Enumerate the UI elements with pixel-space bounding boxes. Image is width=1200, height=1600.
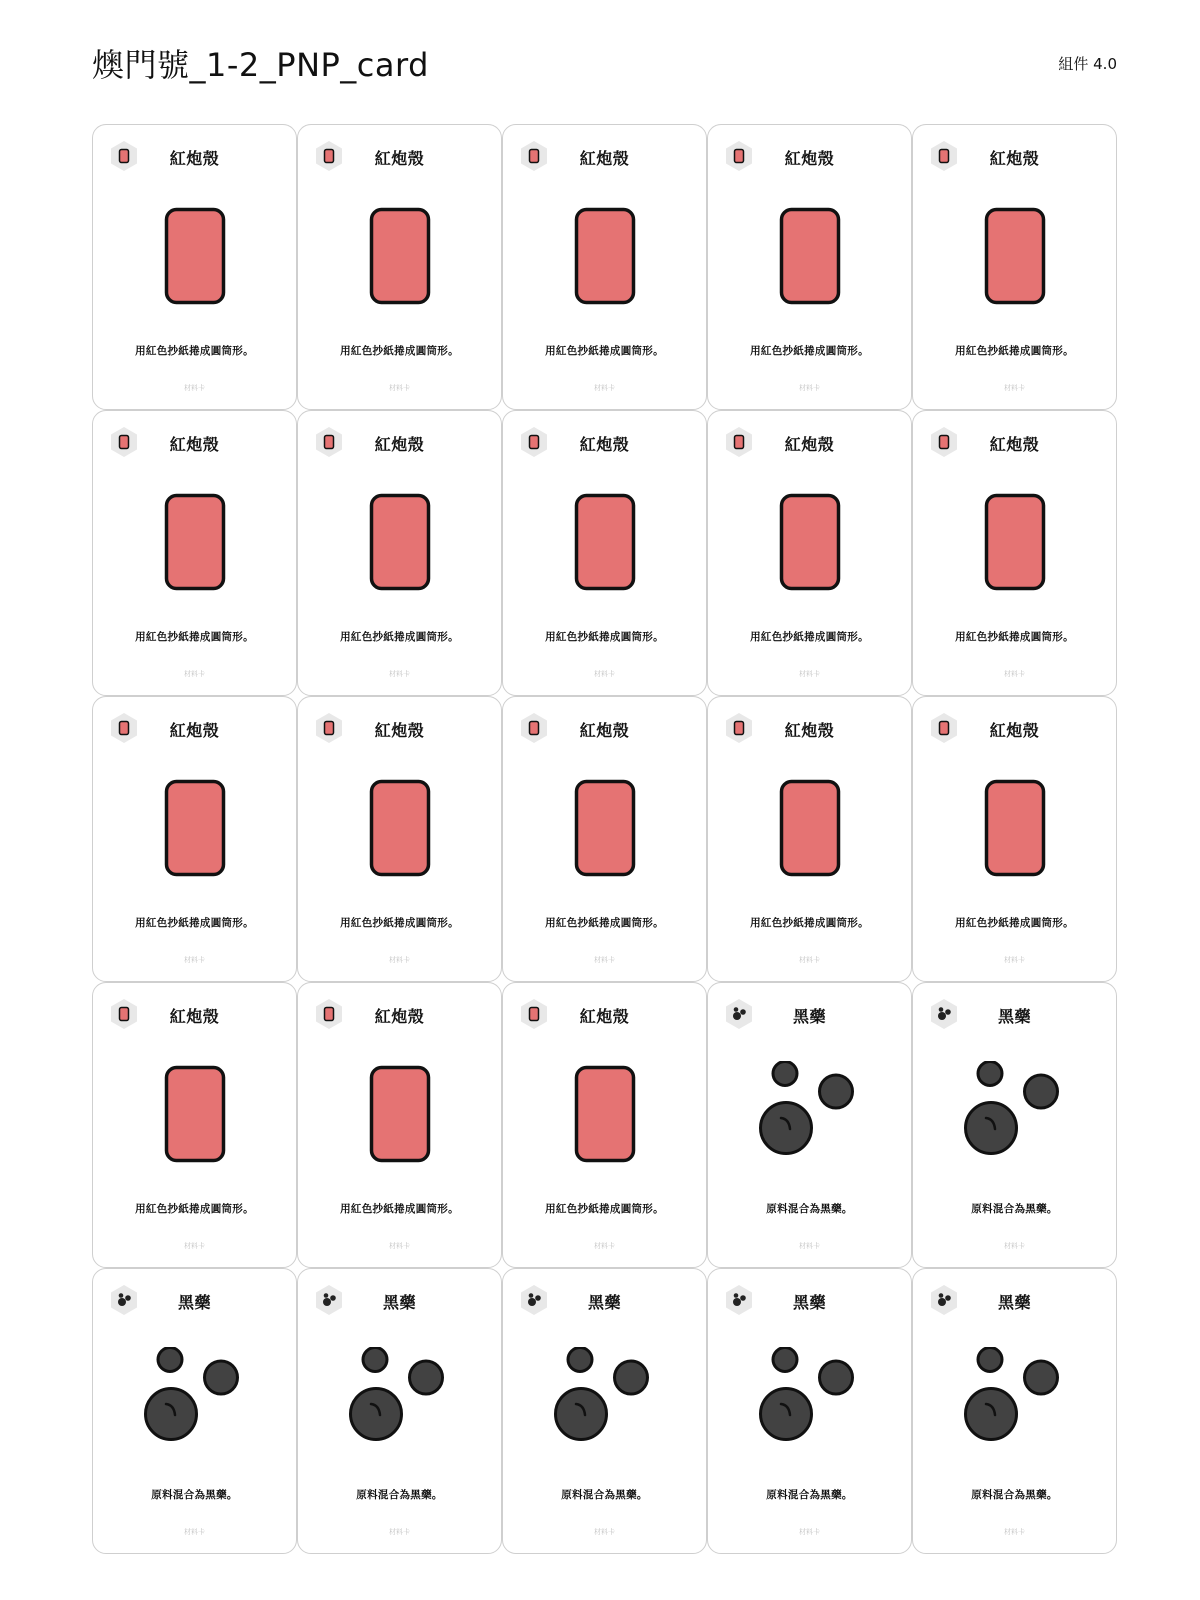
card-title: 黑藥 [792,1007,826,1026]
card-title: 紅炮殼 [374,435,425,454]
card-category-label: 材料卡 [594,670,615,678]
black-powder-card [707,1268,912,1554]
red-shell-illustration [550,489,660,599]
black-powder-illustration [960,1061,1070,1171]
red-shell-illustration [550,203,660,313]
red-shell-illustration [140,203,250,313]
card-description: 用紅色抄紙捲成圓筒形。 [955,917,1074,929]
card-category-label: 材料卡 [389,1528,410,1536]
red-shell-card [912,696,1117,982]
red-shell-card [912,410,1117,696]
black-powder-illustration [345,1347,455,1457]
card-title: 黑藥 [997,1007,1031,1026]
red-shell-illustration [140,1061,250,1171]
black-powder-card [707,982,912,1268]
card-description: 原料混合為黑藥。 [766,1489,853,1501]
card-title: 紅炮殼 [579,435,630,454]
card-title: 紅炮殼 [989,149,1040,168]
card-title: 紅炮殼 [374,721,425,740]
red-shell-card [297,982,502,1268]
card-category-label: 材料卡 [1004,670,1025,678]
red-shell-card [502,410,707,696]
red-shell-illustration [960,775,1070,885]
black-powder-card [912,982,1117,1268]
red-shell-illustration [960,203,1070,313]
black-powder-illustration [140,1347,250,1457]
black-powder-illustration [755,1061,865,1171]
card-category-label: 材料卡 [594,956,615,964]
red-shell-card [912,124,1117,410]
card-description: 用紅色抄紙捲成圓筒形。 [135,631,254,643]
card-description: 用紅色抄紙捲成圓筒形。 [545,917,664,929]
red-shell-illustration [960,489,1070,599]
card-category-label: 材料卡 [594,1528,615,1536]
card-title: 黑藥 [997,1293,1031,1312]
page-title: 燠門號_1-2_PNP_card [92,46,429,84]
card-description: 用紅色抄紙捲成圓筒形。 [545,631,664,643]
card-title: 紅炮殼 [374,149,425,168]
card-category-label: 材料卡 [799,1242,820,1250]
card-category-label: 材料卡 [594,384,615,392]
red-shell-illustration [345,203,455,313]
card-category-label: 材料卡 [184,956,205,964]
card-category-label: 材料卡 [1004,1528,1025,1536]
black-powder-card [502,1268,707,1554]
red-shell-card [92,696,297,982]
card-category-label: 材料卡 [184,1242,205,1250]
card-category-label: 材料卡 [1004,384,1025,392]
card-description: 用紅色抄紙捲成圓筒形。 [750,631,869,643]
black-powder-illustration [755,1347,865,1457]
card-category-label: 材料卡 [799,1528,820,1536]
red-shell-illustration [550,1061,660,1171]
card-description: 用紅色抄紙捲成圓筒形。 [750,345,869,357]
red-shell-card [502,696,707,982]
red-shell-illustration [755,775,865,885]
card-category-label: 材料卡 [184,384,205,392]
card-description: 用紅色抄紙捲成圓筒形。 [955,631,1074,643]
card-description: 用紅色抄紙捲成圓筒形。 [340,631,459,643]
card-title: 黑藥 [177,1293,211,1312]
red-shell-card [92,410,297,696]
red-shell-card [707,696,912,982]
card-description: 用紅色抄紙捲成圓筒形。 [340,1203,459,1215]
card-description: 原料混合為黑藥。 [971,1203,1058,1215]
card-title: 紅炮殼 [579,1007,630,1026]
card-title: 紅炮殼 [374,1007,425,1026]
card-category-label: 材料卡 [389,956,410,964]
card-description: 用紅色抄紙捲成圓筒形。 [340,345,459,357]
card-description: 用紅色抄紙捲成圓筒形。 [135,1203,254,1215]
card-title: 紅炮殼 [169,435,220,454]
red-shell-card [297,124,502,410]
card-category-label: 材料卡 [184,670,205,678]
card-title: 紅炮殼 [989,721,1040,740]
card-category-label: 材料卡 [799,956,820,964]
card-category-label: 材料卡 [799,670,820,678]
black-powder-card [297,1268,502,1554]
card-grid [92,124,1117,1554]
red-shell-card [707,410,912,696]
card-description: 用紅色抄紙捲成圓筒形。 [340,917,459,929]
red-shell-illustration [345,775,455,885]
card-description: 用紅色抄紙捲成圓筒形。 [135,917,254,929]
card-title: 紅炮殼 [169,721,220,740]
card-category-label: 材料卡 [389,670,410,678]
black-powder-card [912,1268,1117,1554]
card-category-label: 材料卡 [594,1242,615,1250]
card-category-label: 材料卡 [799,384,820,392]
red-shell-illustration [755,489,865,599]
card-category-label: 材料卡 [389,1242,410,1250]
red-shell-illustration [140,775,250,885]
red-shell-illustration [345,489,455,599]
card-description: 原料混合為黑藥。 [971,1489,1058,1501]
card-category-label: 材料卡 [389,384,410,392]
card-description: 用紅色抄紙捲成圓筒形。 [135,345,254,357]
red-shell-card [297,696,502,982]
card-category-label: 材料卡 [1004,1242,1025,1250]
card-title: 黑藥 [792,1293,826,1312]
card-title: 紅炮殼 [579,149,630,168]
page-header [92,40,1117,90]
card-description: 原料混合為黑藥。 [151,1489,238,1501]
red-shell-card [502,124,707,410]
card-description: 用紅色抄紙捲成圓筒形。 [750,917,869,929]
card-title: 黑藥 [587,1293,621,1312]
card-title: 紅炮殼 [784,149,835,168]
red-shell-card [502,982,707,1268]
card-title: 紅炮殼 [169,149,220,168]
card-description: 原料混合為黑藥。 [561,1489,648,1501]
red-shell-illustration [755,203,865,313]
black-powder-card [92,1268,297,1554]
red-shell-card [707,124,912,410]
card-description: 用紅色抄紙捲成圓筒形。 [545,1203,664,1215]
card-title: 紅炮殼 [989,435,1040,454]
card-title: 紅炮殼 [169,1007,220,1026]
red-shell-card [92,124,297,410]
card-description: 原料混合為黑藥。 [766,1203,853,1215]
card-description: 用紅色抄紙捲成圓筒形。 [955,345,1074,357]
card-title: 紅炮殼 [784,721,835,740]
component-version: 組件 4.0 [1058,55,1117,73]
red-shell-illustration [345,1061,455,1171]
card-description: 用紅色抄紙捲成圓筒形。 [545,345,664,357]
card-title: 黑藥 [382,1293,416,1312]
card-title: 紅炮殼 [784,435,835,454]
red-shell-illustration [550,775,660,885]
red-shell-card [92,982,297,1268]
card-category-label: 材料卡 [184,1528,205,1536]
card-title: 紅炮殼 [579,721,630,740]
black-powder-illustration [960,1347,1070,1457]
card-category-label: 材料卡 [1004,956,1025,964]
card-description: 原料混合為黑藥。 [356,1489,443,1501]
red-shell-card [297,410,502,696]
black-powder-illustration [550,1347,660,1457]
red-shell-illustration [140,489,250,599]
